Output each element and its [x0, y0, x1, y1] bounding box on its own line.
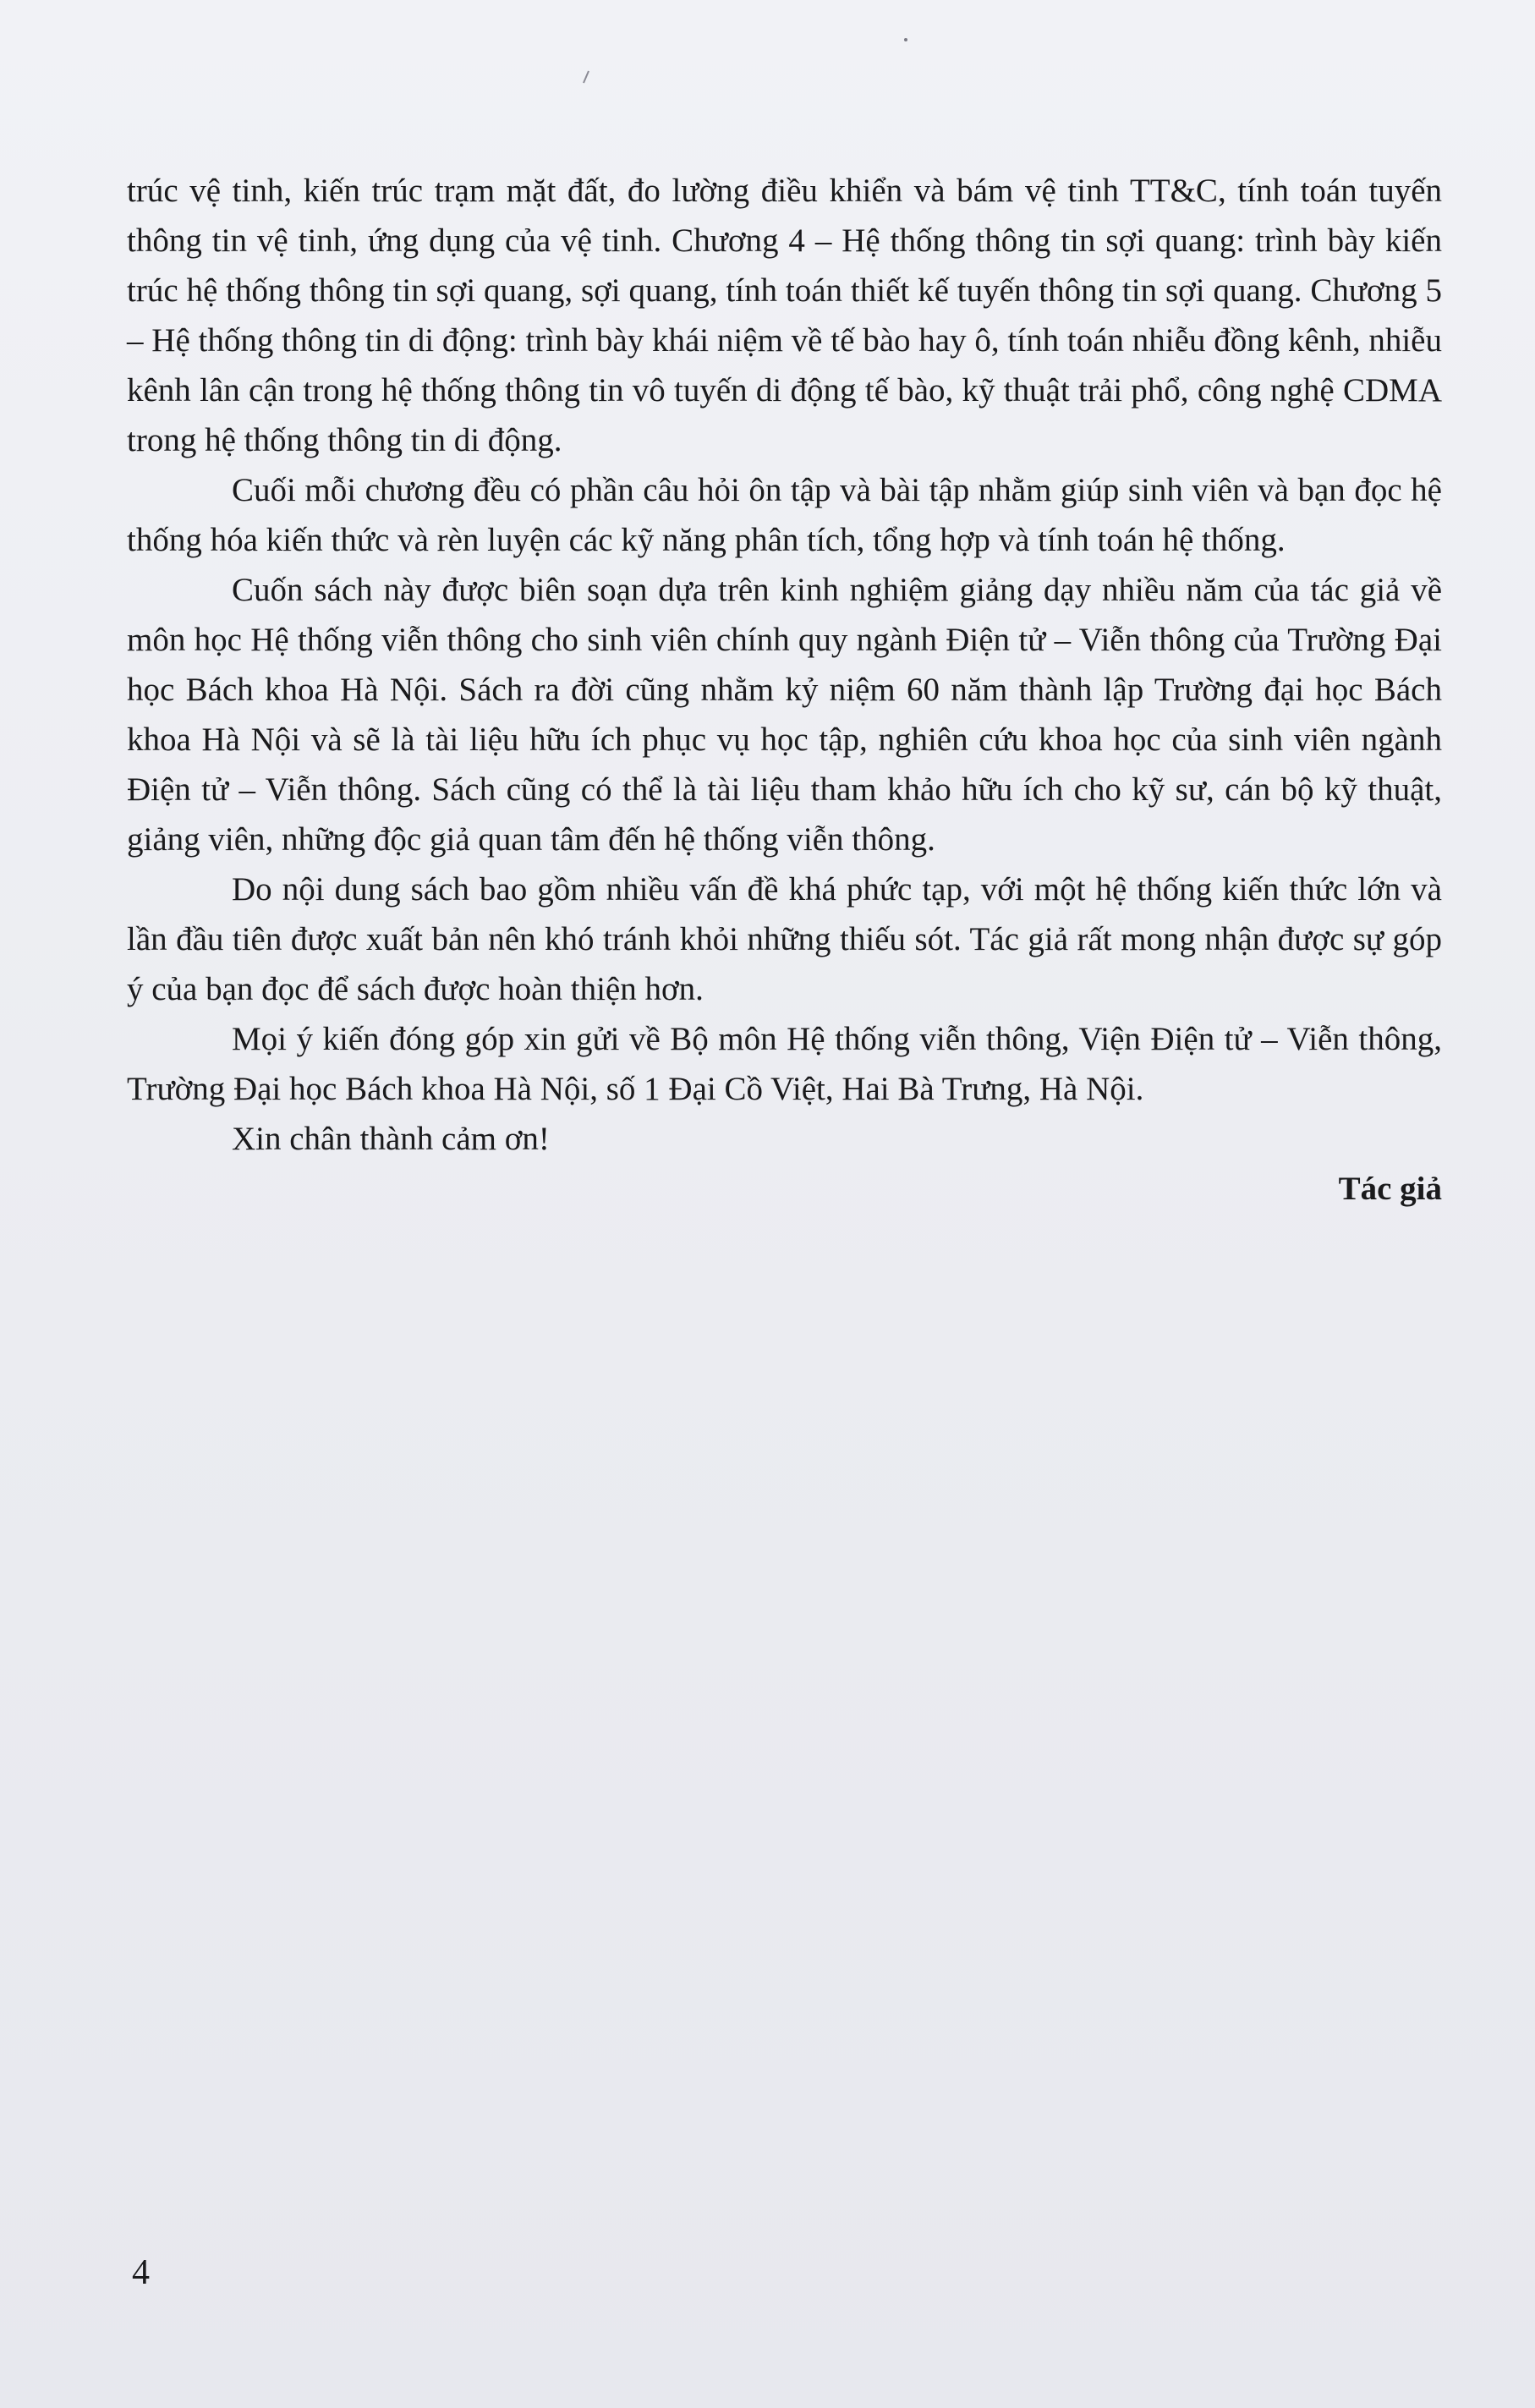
paragraph-book-origin: Cuốn sách này được biên soạn dựa trên kinh nghiệm giảng dạy nhiều năm của tác giả về môn học Hệ thống viễn thông cho sinh viên chính quy ngành Điện tử – Viễn thông của Trường Đại học Bách khoa Hà Nội. Sách ra đời cũng nhằm kỷ niệm 60 năm thành lập Trường đại học Bách khoa Hà Nội và sẽ là tài liệu hữu ích phục vụ học tập, nghiên cứu khoa học của sinh viên ngành Điện tử – Viễn thông. Sách cũng có thể là tài liệu tham khảo hữu ích cho kỹ sư, cán bộ kỹ thuật, giảng viên, những độc giả quan tâm đến hệ thống viễn thông.	[127, 572, 1442, 858]
paragraph-review-questions: Cuối mỗi chương đều có phần câu hỏi ôn tập và bài tập nhằm giúp sinh viên và bạn đọc hệ thống hóa kiến thức và rèn luyện các kỹ năng phân tích, tổng hợp và tính toán hệ thống.	[127, 472, 1442, 558]
pencil-mark	[584, 71, 589, 83]
paragraph-contact-address: Mọi ý kiến đóng góp xin gửi về Bộ môn Hệ thống viễn thông, Viện Điện tử – Viễn thông, Trường Đại học Bách khoa Hà Nội, số 1 Đại Cồ Việt, Hai Bà Trưng, Hà Nội.	[127, 1021, 1442, 1107]
paragraph-chapter-summary: trúc vệ tinh, kiến trúc trạm mặt đất, đo lường điều khiển và bám vệ tinh TT&C, tính toán tuyến thông tin vệ tinh, ứng dụng của vệ tinh. Chương 4 – Hệ thống thông tin sợi quang: trình bày kiến trúc hệ thống thông tin sợi quang, sợi quang, tính toán thiết kế tuyến thông tin sợi quang. Chương 5 – Hệ thống thông tin di động: trình bày khái niệm về tế bào hay ô, tính toán nhiễu đồng kênh, nhiễu kênh lân cận trong hệ thống thông tin vô tuyến di động tế bào, kỹ thuật trải phổ, công nghệ CDMA trong hệ thống thông tin di động.	[127, 173, 1442, 458]
page-marks	[0, 0, 1535, 169]
author-signature: Tác giả	[1338, 1171, 1442, 1207]
dust-dot	[904, 38, 907, 41]
page-number: 4	[132, 2253, 150, 2292]
paragraph-limitations: Do nội dung sách bao gồm nhiều vấn đề khá phức tạp, với một hệ thống kiến thức lớn và lần đầu tiên được xuất bản nên khó tránh khỏi những thiếu sót. Tác giả rất mong nhận được sự góp ý của bạn đọc để sách được hoàn thiện hơn.	[127, 871, 1442, 1007]
paragraph-thanks: Xin chân thành cảm ơn!	[232, 1121, 550, 1157]
page-content	[127, 166, 1442, 1214]
